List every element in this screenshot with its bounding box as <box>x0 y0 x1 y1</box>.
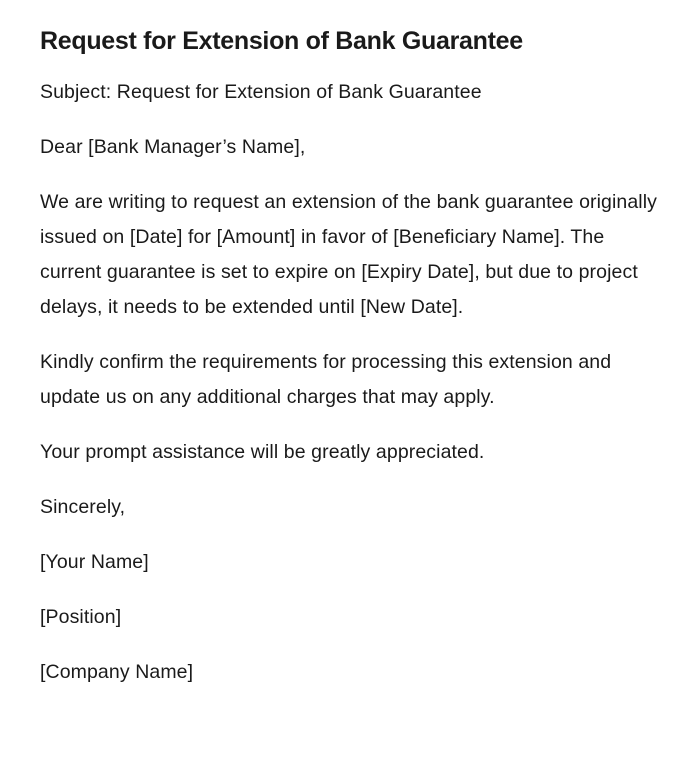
signature-company: [Company Name] <box>40 661 194 683</box>
body-paragraph: We are writing to request an extension of the bank guarantee originally issued on [Date] for [Amount] in favor of [Beneficiary Name]. The current guarantee is set to expire on [Expiry Date], but due to project delays, it needs to be extended until [New Date]. <box>40 191 658 318</box>
closing: Sincerely, <box>40 496 126 518</box>
body-paragraph: Kindly confirm the requirements for processing this extension and update us on any additional charges that may apply. <box>40 351 612 408</box>
subject-line: Subject: Request for Extension of Bank Guarantee <box>40 81 482 103</box>
body-paragraph: Your prompt assistance will be greatly appreciated. <box>40 441 485 463</box>
salutation: Dear [Bank Manager’s Name], <box>40 136 306 158</box>
signature-position: [Position] <box>40 606 122 628</box>
signature-name: [Your Name] <box>40 551 149 573</box>
letter-title: Request for Extension of Bank Guarantee <box>40 27 523 55</box>
